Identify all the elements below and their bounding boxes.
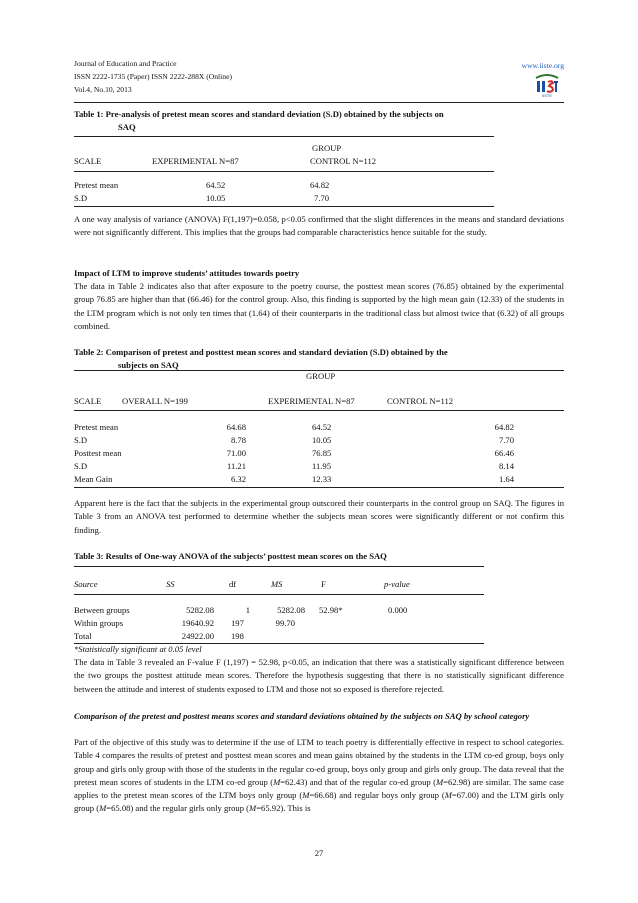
table1-col-exp: EXPERIMENTAL N=87 <box>152 156 239 166</box>
table1-col-ctrl: CONTROL N=112 <box>310 156 377 166</box>
table2-row-label: S.D <box>74 461 88 471</box>
paragraph-outscored: Apparent here is the fact that the subjects in the experimental group outscored their counterparts in the control group on SAQ. The figures in Table 3 from an ANOVA test performed to determine whether the subjects mean scores were significantly different or not confirm this finding. <box>74 498 564 535</box>
table2-row-overall: 71.00 <box>226 448 246 458</box>
table2-row-exp: 76.85 <box>312 448 332 458</box>
table3-col-f: F <box>321 579 326 589</box>
table2-bottom-rule <box>74 487 564 488</box>
journal-url[interactable]: www.iiste.org <box>521 61 564 70</box>
table3-row-df: 198 <box>231 631 244 641</box>
table2-row-exp: 64.52 <box>312 422 332 432</box>
table3-header-rule <box>74 594 484 595</box>
table3-row-source: Within groups <box>74 618 124 628</box>
table1-header-rule <box>74 171 494 172</box>
paragraph-anova-result: The data in Table 3 revealed an F-value F (1,197) = 52.98, p<0.05, an indication that there was a statistically significant difference between the two groups the posttest attitude mean scores. Therefore the hypothesis suggesting that there is no statistically significant difference between the attitude and interest of students exposed to LTM and those not so exposed is therefore rejected. <box>74 657 564 694</box>
table2-row-label: Posttest mean <box>74 448 122 458</box>
section-heading-school-category: Comparison of the pretest and posttest means scores and standard deviations obtained by the subjects on SAQ by school category <box>74 711 530 721</box>
table3-top-rule <box>74 566 484 567</box>
table3-col-source: Source <box>74 579 98 589</box>
table1-group-label: GROUP <box>312 143 342 153</box>
iiste-logo-icon <box>534 72 560 98</box>
table2-row-label: Mean Gain <box>74 474 113 484</box>
table3-row-p: 0.000 <box>388 605 408 615</box>
table3-row-ss: 19640.92 <box>181 618 214 628</box>
table3-row-df: 1 <box>245 605 250 615</box>
table1-caption: Table 1: Pre-analysis of pretest mean scores and standard deviation (S.D) obtained by the subjects on SAQ <box>74 109 444 132</box>
paragraph-impact: The data in Table 2 indicates also that after exposure to the poetry course, the posttest mean scores (76.85) obtained by the experimental group 76.85 are higher than that (66.46) for the control group. Also, this finding is supported by the high mean gain (12.33) of the students in the LTM program which is not only ten times that (1.64) of their counterparts in the traditional class but almost twice that (6.32) of all groups combined. <box>74 281 564 331</box>
table3-row-df: 197 <box>231 618 244 628</box>
table2-row-overall: 11.21 <box>226 461 246 471</box>
table2-row-exp: 12.33 <box>312 474 332 484</box>
table2-row-label: S.D <box>74 435 88 445</box>
table2-row-ctrl: 8.14 <box>498 461 514 471</box>
section-heading-impact: Impact of LTM to improve students’ attitudes towards poetry <box>74 268 300 278</box>
table1-row-label: S.D <box>74 193 88 203</box>
journal-volume: Vol.4, No.10, 2013 <box>74 85 132 94</box>
journal-issn: ISSN 2222-1735 (Paper) ISSN 2222-288X (Online) <box>74 72 232 81</box>
table2-caption: Table 2: Comparison of pretest and posttest mean scores and standard deviation (S.D) obtained by the subjects on SAQ <box>74 347 448 370</box>
table3-row-ms: 99.70 <box>275 618 295 628</box>
table3-row-ss: 5282.08 <box>186 605 214 615</box>
table2-col-scale: SCALE <box>74 396 102 406</box>
table2-row-ctrl: 64.82 <box>494 422 514 432</box>
table2-row-ctrl: 1.64 <box>498 474 514 484</box>
table3-row-source: Between groups <box>74 605 130 615</box>
table2-row-ctrl: 7.70 <box>498 435 514 445</box>
table1-row-exp: 64.52 <box>206 180 226 190</box>
table1-top-rule <box>74 136 494 137</box>
table3-col-df: df <box>229 579 237 589</box>
table3-footnote: *Statistically significant at 0.05 level <box>74 644 202 654</box>
table1-row-label: Pretest mean <box>74 180 119 190</box>
table3-col-ms: MS <box>271 579 283 589</box>
svg-text:IISTE: IISTE <box>541 93 553 98</box>
paragraph-anova-pretest: A one way analysis of variance (ANOVA) F(1,197)=0.058, p<0.05 confirmed that the slight differences in the means and standard deviations were not significantly different. This implies that the groups had comparable characteristics hence suitable for the study. <box>74 214 564 238</box>
paragraph-school-category: Part of the objective of this study was to determine if the use of LTM to teach poetry is differentially effective in respect to school categories. Table 4 compares the results of pretest and posttest mean scores and mean gains obtained by the students in the LTM co-ed group, boys only group and girls only group with those of the students in the regular co-ed group, boys only group and girls only group. The data reveal that the pretest mean scores of students in the LTM co-ed group (M=62.43) and that of the regular co-ed group (M=62.98) are similar. The same case applies to the pretest mean scores of the LTM boys only group (M=66.68) and regular boys only group (M=67.00) and the LTM girls only group (M=65.08) and the regular girls only group (M=65.92). This is <box>74 737 565 814</box>
table1-row-ctrl: 7.70 <box>314 193 330 203</box>
table2-row-ctrl: 66.46 <box>494 448 514 458</box>
table2-row-exp: 10.05 <box>312 435 332 445</box>
header-rule <box>74 102 564 103</box>
table3-col-p: p-value <box>384 579 410 589</box>
table1-row-exp: 10.05 <box>206 193 226 203</box>
table1-col-scale: SCALE <box>74 156 102 166</box>
page-number: 27 <box>314 848 324 858</box>
table1-bottom-rule <box>74 206 494 207</box>
table3-col-ss: SS <box>166 579 175 589</box>
table3-row-source: Total <box>74 631 92 641</box>
journal-name: Journal of Education and Practice <box>74 59 177 68</box>
table2-col-ctrl: CONTROL N=112 <box>387 396 454 406</box>
table3-row-f: 52.98* <box>319 605 343 615</box>
table2-header-rule <box>74 410 564 411</box>
table2-row-overall: 6.32 <box>230 474 246 484</box>
table3-caption: Table 3: Results of One-way ANOVA of the subjects’ posttest mean scores on the SAQ <box>74 551 387 561</box>
table2-col-exp: EXPERIMENTAL N=87 <box>268 396 355 406</box>
table2-group-label: GROUP <box>306 371 336 381</box>
table1-row-ctrl: 64.82 <box>310 180 330 190</box>
table2-row-label: Pretest mean <box>74 422 119 432</box>
table2-row-overall: 8.78 <box>230 435 246 445</box>
table2-col-overall: OVERALL N=199 <box>122 396 188 406</box>
table3-row-ms: 5282.08 <box>277 605 305 615</box>
table3-row-ss: 24922.00 <box>181 631 214 641</box>
table2-row-exp: 11.95 <box>312 461 332 471</box>
table2-row-overall: 64.68 <box>226 422 246 432</box>
